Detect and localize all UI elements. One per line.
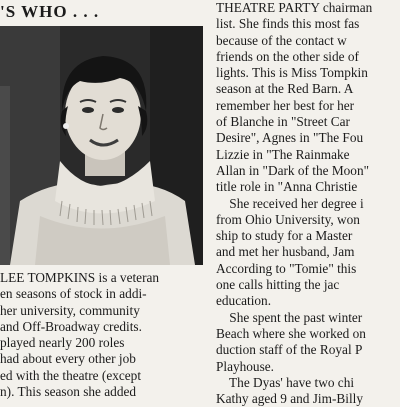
text-line: ship to study for a Master [216, 228, 353, 244]
text-line: and Off-Broadway credits. [0, 318, 142, 334]
text-line: She spent the past winter [216, 309, 363, 325]
text-line: one calls hitting the jac [216, 277, 340, 293]
section-heading: 'S WHO . . . [0, 2, 100, 21]
text-line: Lizzie in "The Rainmake [216, 146, 350, 162]
text-line: friends on the other side of [216, 48, 359, 64]
text-line: education. [216, 293, 272, 309]
text-line: and met her husband, Jam [216, 244, 355, 260]
text-line: en seasons of stock in addi- [0, 286, 147, 302]
text-line: ed with the theatre (except [0, 367, 142, 383]
text-line: title role in "Anna Christie [216, 179, 358, 195]
text-line: She received her degree i [216, 195, 364, 211]
text-line: n). This season she added [0, 384, 137, 400]
text-line: season at the Red Barn. A [216, 81, 354, 97]
text-line: THEATRE PARTY chairman [216, 0, 373, 15]
text-line: her university, community [0, 302, 140, 318]
text-line: LEE TOMPKINS is a veteran [0, 270, 160, 285]
text-line: list. She finds this most fas [216, 16, 360, 32]
text-line: played nearly 200 roles [0, 335, 125, 351]
text-line: of Blanche in "Street Car [216, 114, 350, 130]
text-line: Beach where she worked on [216, 325, 366, 341]
text-line: Desire", Agnes in "The Fou [216, 130, 364, 146]
text-line: duction staff of the Royal P [216, 342, 363, 358]
text-line: remember her best for her [216, 97, 355, 113]
text-line: The Dyas' have two chi [216, 374, 355, 390]
left-column-text [0, 270, 205, 400]
text-line: Allan in "Dark of the Moon" [216, 162, 370, 178]
text-line: lights. This is Miss Tompkin [216, 65, 368, 81]
portrait-photo [0, 26, 203, 265]
right-column-text [216, 0, 400, 407]
text-line: Playhouse. [216, 358, 274, 374]
text-line: Kathy aged 9 and Jim-Billy [216, 391, 363, 407]
text-line: from Ohio University, won [216, 211, 360, 227]
text-line: because of the contact w [216, 32, 347, 48]
text-line: According to "Tomie" this [216, 260, 357, 276]
portrait-illustration [0, 26, 203, 265]
text-line: had about every other job [0, 351, 136, 367]
